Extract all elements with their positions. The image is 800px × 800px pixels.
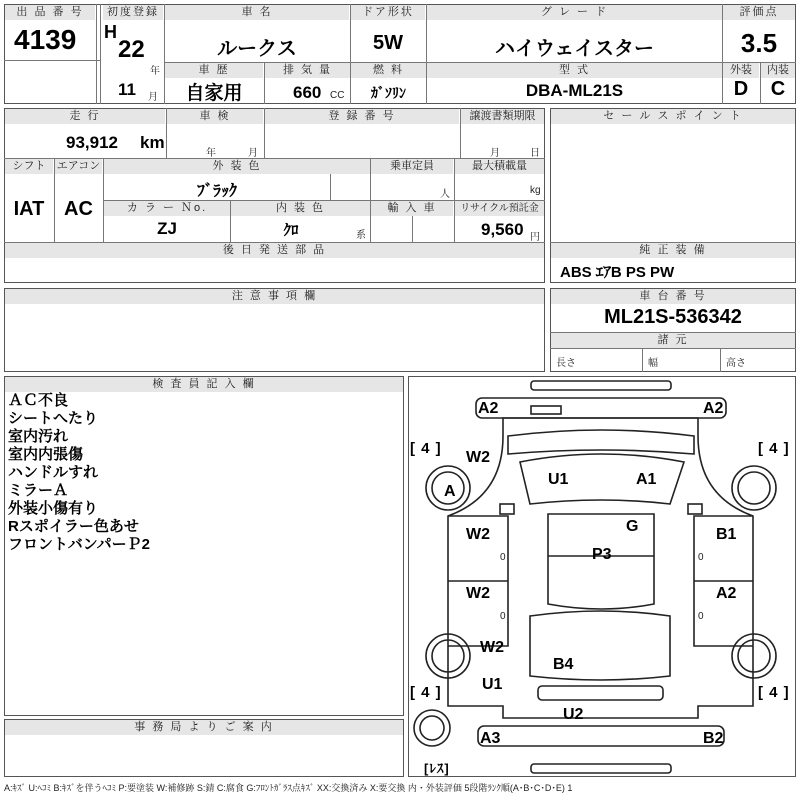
dims-label: 諸 元 — [551, 333, 795, 348]
inspector-note: 室内汚れ — [8, 428, 69, 445]
year-unit: 年 — [150, 66, 160, 77]
era-mark: H — [104, 22, 117, 42]
later-parts-label: 後 日 発 送 部 品 — [5, 243, 544, 258]
office-label: 事 務 局 よ り ご 案 内 — [5, 720, 403, 735]
zero-mark: 0 — [500, 611, 506, 622]
door-label: ドア形状 — [351, 5, 425, 20]
tire-tread-front-right: [ 4 ] — [758, 440, 790, 457]
interior-color-label: 内 装 色 — [231, 201, 370, 216]
max-load-label: 最大積載量 — [455, 159, 544, 174]
damage-right-rear-door: A2 — [716, 585, 737, 602]
reg-month: 11 — [118, 80, 136, 99]
mileage-unit: km — [140, 133, 165, 152]
lot-number: 4139 — [14, 24, 77, 55]
history-label: 車 歴 — [165, 63, 263, 78]
damage-rear-bumper: U2 — [563, 706, 584, 723]
interior-color-unit: 系 — [356, 230, 366, 241]
chassis-number: ML21S-536342 — [604, 306, 742, 328]
inspector-note: シートへたり — [8, 410, 99, 427]
inspector-label: 検 査 員 記 入 欄 — [5, 377, 403, 392]
capacity-unit: 人 — [440, 189, 450, 200]
mileage-label: 走 行 — [5, 109, 165, 124]
damage-roof-g: G — [626, 518, 639, 535]
grade: ハイウェイスター — [495, 38, 654, 60]
lot-number-label: 出 品 番 号 — [5, 5, 95, 20]
color-no-label: カ ラ ー Ｎo. — [104, 201, 230, 216]
fuel: ｶﾞｿﾘﾝ — [371, 85, 406, 101]
load-unit: kg — [530, 185, 541, 196]
damage-rear-left-corner: A3 — [480, 730, 501, 747]
reg-number-label: 登 録 番 号 — [265, 109, 459, 124]
damage-front-left-corner: A2 — [478, 400, 499, 417]
zero-mark: 0 — [698, 552, 704, 563]
grade-label: グ レ ー ド — [427, 5, 722, 20]
damage-roof-center: P3 — [592, 546, 612, 563]
inspector-note: ミラーＡ — [8, 482, 69, 499]
spare-tire-status: [ﾚｽ] — [424, 761, 450, 776]
color-number: ZJ — [157, 219, 177, 238]
fuel-label: 燃 料 — [351, 63, 426, 78]
transfer-deadline-label: 譲渡書類期限 — [461, 109, 544, 124]
score-label: 評価点 — [723, 5, 795, 20]
month-unit: 月 — [148, 92, 158, 103]
model-label: 型 式 — [427, 63, 722, 78]
inspector-note: ハンドルすれ — [8, 464, 99, 481]
damage-roof-right: A1 — [636, 471, 657, 488]
damage-left-mirror: A — [444, 483, 456, 500]
insp-year-unit: 年 — [206, 148, 216, 159]
inspection-label: 車 検 — [167, 109, 263, 124]
damage-rear-hatch: B4 — [553, 656, 574, 673]
damage-left-front-fender: W2 — [466, 449, 490, 466]
damage-left-rear-corner: U1 — [482, 676, 503, 693]
inspector-note: Rスポイラー色あせ — [8, 518, 139, 535]
transfer-month-unit: 月 — [490, 148, 500, 159]
damage-left-rear-fender: W2 — [480, 639, 504, 656]
displacement-unit: CC — [330, 90, 345, 101]
sales-point-label: セ ー ル ス ポ イ ン ト — [551, 109, 795, 124]
import-label: 輸 入 車 — [371, 201, 453, 216]
shift-label: シフト — [5, 159, 53, 174]
car-diagram — [408, 376, 796, 777]
history: 自家用 — [185, 83, 243, 104]
interior-grade: C — [770, 78, 786, 100]
width-label: 幅 — [648, 358, 658, 369]
capacity-label: 乗車定員 — [371, 159, 453, 174]
equipment-label: 純 正 装 備 — [551, 243, 795, 258]
ac: AC — [64, 198, 93, 220]
transfer-day-unit: 日 — [530, 148, 540, 159]
caution-label: 注 意 事 項 欄 — [5, 289, 544, 304]
damage-right-front-door: B1 — [716, 526, 737, 543]
color-label: 外 装 色 — [104, 159, 370, 174]
interior-color: ｸﾛ — [283, 222, 299, 239]
inspector-note: 外装小傷有り — [8, 500, 99, 517]
ac-label: エアコン — [56, 160, 101, 172]
zero-mark: 0 — [500, 552, 506, 563]
shift: IAT — [13, 198, 45, 220]
damage-rear-right-corner: B2 — [703, 730, 724, 747]
score: 3.5 — [740, 28, 778, 58]
exterior-grade: D — [733, 78, 749, 100]
inspector-note: 室内内張傷 — [8, 446, 84, 463]
reg-year: 22 — [118, 36, 145, 63]
inspector-note: ＡＣ不良 — [8, 392, 69, 409]
model-code: DBA-ML21S — [525, 81, 624, 100]
door-type: 5W — [373, 32, 403, 54]
chassis-label: 車 台 番 号 — [551, 289, 795, 304]
displacement: 660 — [293, 83, 322, 102]
damage-left-rear-door: W2 — [466, 585, 490, 602]
recycle-unit: 円 — [530, 232, 540, 243]
car-name: ルークス — [217, 38, 297, 60]
first-reg-label: 初度登録 — [103, 5, 163, 20]
damage-roof-left: U1 — [548, 471, 569, 488]
tire-tread-rear-left: [ 4 ] — [410, 684, 442, 701]
insp-month-unit: 月 — [248, 148, 258, 159]
interior-label: 内装 — [761, 63, 795, 78]
damage-front-right-corner: A2 — [703, 400, 724, 417]
car-name-label: 車 名 — [165, 5, 349, 20]
tire-tread-rear-right: [ 4 ] — [758, 684, 790, 701]
damage-legend: A:ｷｽﾞ U:ﾍｺﾐ B:ｷｽﾞを伴うﾍｺﾐ P:要塗装 W:補修跡 S:錆 C:腐食 G:ﾌﾛﾝﾄｶﾞﾗｽ点ｷｽﾞ XX:交換済み X:要交換 内・外装評価 5段階ﾗﾝｸ順(A･B･C･D･E) 1 — [4, 783, 573, 793]
exterior-color: ﾌﾞﾗｯｸ — [196, 183, 237, 200]
zero-mark: 0 — [698, 611, 704, 622]
damage-left-front-door: W2 — [466, 526, 490, 543]
length-label: 長さ — [556, 358, 576, 369]
height-label: 高さ — [726, 358, 746, 369]
displacement-label: 排 気 量 — [265, 63, 350, 78]
inspector-note: フロントバンパーＰ2 — [8, 536, 150, 553]
tire-tread-front-left: [ 4 ] — [410, 440, 442, 457]
equipment: ABS ｴｱB PS PW — [560, 264, 675, 281]
inspector-notes — [8, 392, 150, 554]
mileage: 93,912 — [66, 133, 118, 152]
exterior-label: 外装 — [723, 63, 759, 78]
recycle-fee: 9,560 — [481, 220, 524, 239]
recycle-label: リサイクル預託金 — [455, 201, 544, 216]
